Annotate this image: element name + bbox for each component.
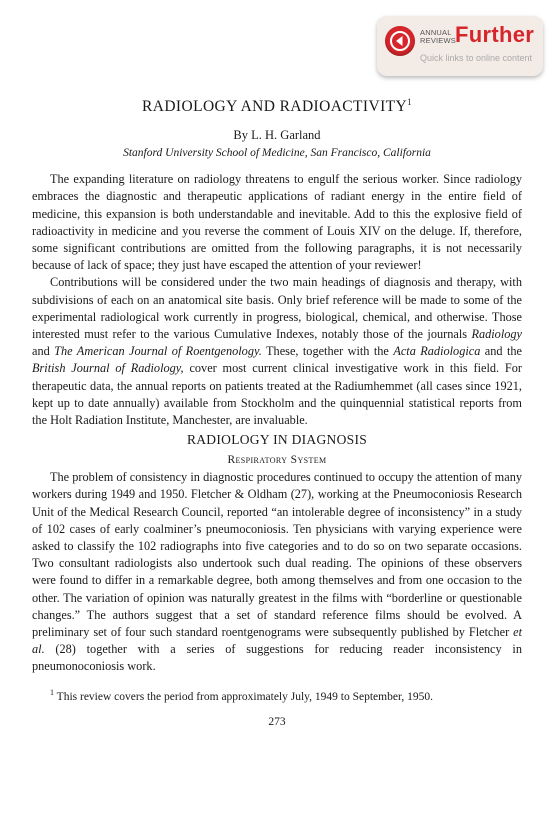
author-affiliation: Stanford University School of Medicine, San Francisco, California: [123, 147, 431, 160]
article-title: RADIOLOGY AND RADIOACTIVITY$^1$: [142, 97, 412, 116]
intro-paragraph-2: Contributions will be considered under the two main headings of diagnosis and therapy, with subdivisions of each on an anatomical site basis. Only brief reference will be made to some of the experimental radiological work currently in progress, biological, chemical, and otherwise. Those interested must refer to the various Cumulative Indexes, notably those of the journals Radiology and The American Journal of Roentgenology. These, together with the Acta Radiologica and the British Journal of Radiology, cover most current clinical investigative work in this field. For therapeutic data, the annual reports on patients treated at the Radiumhemmet (all cases since 1921, kept up to date annually) available from Stockholm and the quinquennial statistical reports from the Holt Radiation Institute, Manchester, are invaluable.: [32, 275, 522, 427]
play-back-icon: [385, 26, 415, 56]
further-links-badge[interactable]: [377, 16, 543, 76]
footnote: $^1$ This review covers the period from approximately July, 1949 to September, 1950.: [50, 687, 433, 703]
section-heading: RADIOLOGY IN DIAGNOSIS: [186, 432, 368, 448]
section-paragraph-1: The problem of consistency in diagnostic procedures continued to occupy the attention of many workers during 1949 and 1950. Fletcher & Oldham (27), working at the Pneumoconiosis Research Unit of the Medical Research Council, reported “an intolerable degree of inconsistency” in a study of 102 cases of early coalminer’s pneumoconiosis. Ten physicians with varying experience were asked to classify the 102 radiographs into five categories and to do so on two separate occasions. Two consultant radiologists also undertook such dual reading. The opinions of these observers were found to differ in a remarkable degree, both among themselves and from one occasion to the other. The variation of opinion was naturally greatest in the films with “borderline or questionable changes.” The authors suggest that a set of standard reference films should be evolved. A preliminary set of four such standard roentgenograms were subsequently published by Fletcher et al. (28) together with a series of suggestions for reducing reader inconsistency in pneumonoconiosis work.: [32, 470, 522, 674]
intro-paragraph-1: The expanding literature on radiology threatens to engulf the serious worker. Since radiology embraces the diagnostic and therapeutic applications of radiant energy in the entire field of medicine, this expansion is both understandable and inevitable. Add to this the explosive field of radioactivity in medicine and you reverse the comment of Louis XIV on the deluge. If, therefore, some significant contributions are omitted from the following paragraphs, it is not necessarily because of lack of space; they just have escaped the attention of your reviewer!: [32, 172, 522, 273]
annual-reviews-logo-text: ANNUAL REVIEWS: [420, 28, 456, 45]
further-subtitle: Quick links to online content: [420, 53, 533, 63]
further-label: Further: [455, 22, 535, 47]
article-author: By L. H. Garland: [233, 128, 321, 143]
title-footnote-marker: 1: [407, 97, 412, 107]
page-number: 273: [268, 716, 286, 729]
article-page: [32, 88, 522, 728]
subsection-heading: Respiratory System: [227, 454, 327, 467]
